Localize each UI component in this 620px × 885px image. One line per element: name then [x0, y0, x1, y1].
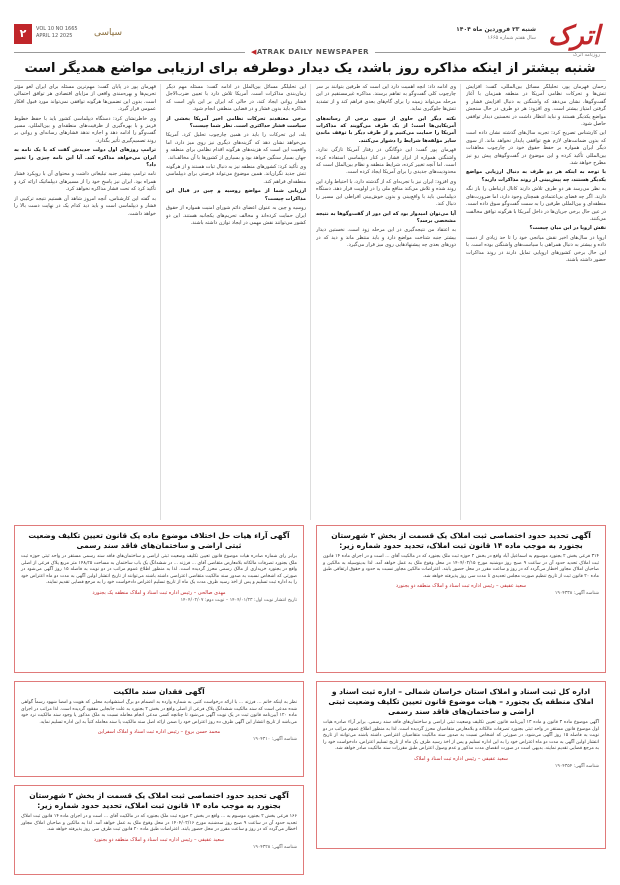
article-question: آیا می‌توان امیدوار بود که این دور از گفت‌وگوها به نتیجه مشخصی برسد؟ — [316, 210, 456, 224]
article-paragraph: وی افزود: ایران نیز با تجربه‌ای که از گذشته دارد، با احتیاط وارد این روند شده و تلاش می‌کند منافع ملی را در اولویت قرار دهد. دستگاه دیپلماسی باید با واقع‌بینی و بدون خوش‌بینی افراطی این مسیر را دنبال کند. — [316, 178, 456, 208]
page-headline: شنبه بیشتر از اینکه مذاکره روز باشد، یک دیدار دوطرفه برای ارزیابی مواضع همدیگر است — [24, 61, 596, 76]
notice-body: نظر به اینکه خانم ... فرزند ... با ارائه درخواست کتبی به شماره وارده به انضمام دو برگ استشهادیه محلی که هویت و امضا شهود رسماً گواهی شده مدعی است که سند مالکیت ششدانگ پلاک فرعی از اصلی واقع در بخش ۲ بجنورد به علت جابجایی مفقود گردیده است. لذا مراتب در اجرای ماده ۱۲۰ آیین‌نامه قانون ثبت در یک نوبت آگهی می‌شود تا چنانچه کسی مدعی انجام معامله نسبت به ملک مذکور یا وجود سند مالکیت نزد خود می‌باشد از تاریخ انتشار این آگهی ظرف ده روز اعتراض خود را ضمن ارائه اصل سند مالکیت یا سند معامله کتباً به این اداره تسلیم نماید. — [21, 700, 297, 725]
article-question: برخی معتقدند تحرکات نظامی اخیر آمریکا بخشی از سیاست فشار حداکثری است. نظر شما چیست؟ — [166, 115, 306, 130]
column-divider — [160, 84, 161, 520]
article-question: با توجه به اینکه هر دو طرف به دنبال ارزیابی مواضع یکدیگر هستند، چه پیش‌بینی از روند مذاکرات دارید؟ — [466, 169, 606, 183]
legal-notices — [14, 525, 606, 875]
article-paragraph: رحمان قهرمان پور، تحلیلگر مسائل بین‌المللی، گفت: افزایش تنش‌ها و تحرکات نظامی آمریکا در منطقه همزمان با آغاز گفت‌وگوها، نشان می‌دهد که واشنگتن به دنبال افزایش فشار و گرفتن امتیاز بیشتر است. وی افزود: هر دو طرف در حال سنجش مواضع یکدیگر هستند و نباید انتظار داشت در نخستین دیدار توافقی حاصل شود. — [466, 84, 606, 128]
article-paragraph: بله، این تحرکات را باید در همین چارچوب تحلیل کرد. آمریکا می‌خواهد نشان دهد که گزینه‌های دیگری نیز روی میز دارد، اما واقعیت این است که هزینه‌های هرگونه اقدام نظامی برای منطقه و جهان بسیار سنگین خواهد بود و بسیاری از کشورها با آن مخالف‌اند. — [166, 132, 306, 161]
article-paragraph: وی تأکید کرد: کشورهای منطقه نیز به دنبال ثبات هستند و از هرگونه تنش جدید نگران‌اند. همین موضوع می‌تواند فرصتی برای دیپلماسی منطقه‌ای فراهم کند. — [166, 164, 306, 185]
article-column-2 — [316, 84, 456, 520]
headline-divider — [14, 80, 606, 81]
arrow-icon: ◀ — [250, 48, 257, 56]
notice-box — [316, 681, 606, 849]
notice-footer: شناسه آگهی: ۱۹۰۴۳۳۸ — [554, 591, 599, 596]
notice-signature: سعید عقیقی – رئیس اداره ثبت اسناد و املاک منطقه دو بجنورد — [93, 836, 225, 843]
notice-title: آگهی تحدید حدود اختصاصی ثبت املاک یک قسمت از بخش ۲ شهرستان بجنورد به موجب ماده ۱۴ قانون ثبت املاک، تحدید حدود شماره زیر: — [29, 791, 289, 810]
article-paragraph: این کارشناس تصریح کرد: تجربه سال‌های گذشته نشان داده است که بدون ضمانت‌های لازم هیچ توافقی پایدار نخواهد ماند. از سوی دیگر ایران همواره بر حفظ حقوق خود در چارچوب معاهدات بین‌المللی تأکید کرده و این موضوع در گفت‌وگوهای پیش رو نیز مطرح خواهد شد. — [466, 130, 606, 167]
brand-bar — [14, 48, 606, 57]
notice-title: آگهی فقدان سند مالکیت — [113, 687, 205, 696]
issue-date: شنبه ۲۳ فروردین ماه ۱۴۰۴ — [456, 26, 536, 33]
article-column-4 — [14, 84, 156, 520]
notice-body: آگهی موضوع ماده ۳ قانون و ماده ۱۳ آیین‌نامه قانون تعیین تکلیف وضعیت ثبتی اراضی و ساختمان‌های فاقد سند رسمی. برابر آراء صادره هیات اول موضوع قانون مستقر در واحد ثبتی بجنورد تصرفات مالکانه و بلامعارض متقاضیان محرز گردیده است. لذا به منظور اطلاع عموم مراتب در دو نوبت به فاصله ۱۵ روز آگهی می‌شود. در صورتی که اشخاص نسبت به صدور سند مالکیت متقاضیان اعتراضی داشته باشند می‌توانند از تاریخ انتشار اولین آگهی به مدت دو ماه اعتراض خود را به این اداره تسلیم و پس از اخذ رسید ظرف یک ماه از تاریخ تسلیم اعتراض، دادخواست خود را به مرجع قضایی تقدیم نمایند. بدیهی است در صورت انقضای مدت مذکور و عدم وصول اعتراض طبق مقررات سند مالکیت صادر خواهد شد. — [323, 720, 599, 751]
notice-box — [14, 525, 304, 673]
notice-footer: شناسه آگهی: ۱۹۰۴۳۵۴ — [554, 763, 599, 769]
article-paragraph: وی خاطرنشان کرد: دستگاه دیپلماسی کشور باید با حفظ خطوط قرمز و با بهره‌گیری از ظرفیت‌های منطقه‌ای و بین‌المللی، مسیر گفت‌وگو را ادامه دهد و اجازه ندهد فشارهای رسانه‌ای و روانی بر روند تصمیم‌گیری تأثیر بگذارد. — [14, 115, 156, 144]
article-question: ارزیابی شما از مواضع روسیه و چین در قبال این مذاکرات چیست؟ — [166, 188, 306, 202]
column-divider — [460, 84, 461, 520]
volume-info — [36, 26, 78, 40]
article-column-3 — [166, 84, 306, 520]
volume-date: APRIL 12 2025 — [36, 33, 73, 39]
article-paragraph: به گفته این کارشناس، آنچه امروز شاهد آن هستیم نتیجه ترکیبی از فشار و دیپلماسی است و باید دید کدام یک در نهایت دست بالا را خواهد داشت. — [14, 195, 156, 217]
article-paragraph: وی ادامه داد: آنچه اهمیت دارد این است که طرفین بتوانند بر سر چارچوب کلی گفت‌وگو به تفاهم برسند. مذاکره غیرمستقیم در این مرحله می‌تواند زمینه را برای گام‌های بعدی فراهم کند و از تشدید تنش‌ها جلوگیری نماید. — [316, 84, 456, 113]
notice-body: ۳۱۴ فرعی بخش ۲ بجنورد موسوم به اسماعیل آباد واقع در بخش ۲ حوزه ثبت ملک بجنورد که در مالکیت آقای ... است و در اجرای ماده ۱۴ قانون ثبت املاک تحدید حدود آن در ساعت ۹ صبح روز دوشنبه مورخ ۱۴۰۴/۰۲/۱۵ در محل وقوع ملک به عمل خواهد آمد. لذا بدینوسیله به مالکین و صاحبان املاک مجاور اخطار می‌گردد که در روز و ساعت مقرر در محل حضور یابند. اعتراضات مالکین مجاور نسبت به حدود و حقوق ارتفاقی طبق ماده ۲۰ قانون ثبت از تاریخ تنظیم صورت مجلس تحدیدی تا مدت سی روز پذیرفته خواهد شد. — [323, 554, 600, 579]
article-paragraph: اروپا در سال‌های اخیر نقش میانجی خود را تا حد زیادی از دست داده و بیشتر به دنبال همراهی با سیاست‌های واشنگتن بوده است. با این حال برخی کشورهای اروپایی تمایل دارند در روند مذاکرات حضور داشته باشند. — [466, 234, 606, 263]
article-question: نقش اروپا در این میان چیست؟ — [529, 225, 606, 232]
article-paragraph: به نظر می‌رسد هر دو طرف تلاش دارند کانال ارتباطی را باز نگه دارند. اگر چه فضای بی‌اعتمادی همچنان وجود دارد، اما ضرورت‌های منطقه‌ای و بین‌المللی طرفین را به سمت گفت‌وگو سوق داده است. در عین حال برخی جریان‌ها در داخل آمریکا با هرگونه توافق مخالفت می‌کنند. — [466, 186, 606, 222]
brand-name — [245, 48, 375, 56]
notice-box — [316, 525, 606, 673]
notice-footer: شناسه آگهی: ۱۹۰۴۳۱۰ — [252, 737, 297, 742]
notice-signature: محمد حسن بروغ – رئیس اداره ثبت اسناد و املاک اسفراین — [97, 729, 221, 735]
issue-number: سال هفتم شماره ۱۶۶۵ — [487, 35, 536, 41]
notice-signature: سعید عقیقی – رئیس اداره ثبت اسناد و املاک — [414, 755, 508, 762]
article-question: نکته دیگر این حاوی از سوی برخی از رسانه‌های آمریکایی‌ها است؛ از یک طرف می‌گویند که مذاکرات آمریکا را حمایت می‌کنیم و از طرف دیگر با توقف ماندن سایر مؤلفه‌ها شرایط را دشوار می‌کنند. — [316, 115, 456, 144]
issue-date-block — [456, 26, 536, 41]
page-number: ۲ — [14, 24, 32, 44]
masthead — [14, 16, 606, 66]
article-paragraph: این تحلیلگر مسائل بین‌الملل در ادامه گفت: مسئله مهم دیگر زمان‌بندی مذاکرات است. آمریکا تلاش دارد با تعیین ضرب‌الاجل فشار روانی ایجاد کند، در حالی که ایران بر این باور است که مذاکره باید بدون فشار و در فضایی منطقی انجام شود. — [166, 84, 306, 113]
section-label: سیاسی — [94, 28, 123, 38]
article-paragraph: قهرمان پور در پایان گفت: مهم‌ترین مسئله برای ایران لغو مؤثر تحریم‌ها و بهره‌مندی واقعی از مزایای اقتصادی هر توافق احتمالی است. بدون این تضمین‌ها هرگونه توافقی نمی‌تواند مورد قبول افکار عمومی قرار گیرد. — [14, 84, 156, 113]
notice-footer: شناسه آگهی: ۱۹۰۴۳۲۸ — [252, 844, 297, 850]
newspaper-logo: اترک — [547, 21, 601, 51]
notice-title: اداره کل ثبت اسناد و املاک استان خراسان شمالی – اداره ثبت اسناد و املاک منطقه یک بجنورد – هیات موضوع قانون تعیین تکلیف وضعیت ثبتی اراضی و ساختمان‌های فاقد سند رسمی — [328, 687, 594, 716]
article-paragraph: قهرمان پور گفت: این دوگانگی در رفتار آمریکا تازگی ندارد. واشنگتن همواره از ابزار فشار در کنار دیپلماسی استفاده کرده است. اما آنچه تغییر کرده، شرایط منطقه و نظام بین‌الملل است که محدودیت‌های جدیدی را برای آمریکا ایجاد کرده است. — [316, 147, 456, 176]
notice-box — [14, 681, 304, 777]
article-paragraph: روسیه و چین به عنوان اعضای دائم شورای امنیت همواره از حقوق ایران حمایت کرده‌اند و مخالف تحریم‌های یکجانبه هستند. این دو کشور می‌توانند نقش مهمی در ایجاد توازن داشته باشند. — [166, 205, 306, 226]
logo-subtitle: روزنامه اترک — [572, 52, 600, 58]
notice-body: ۱۶۶ فرعی بخش ۲ بجنورد موسوم به ... واقع در بخش ۲ حوزه ثبت ملک بجنورد که در مالکیت آقای ... است و در اجرای ماده ۱۴ قانون ثبت املاک تحدید حدود آن در ساعت ۹ صبح روز سه‌شنبه مورخ ۱۴۰۴/۰۲/۱۶ در محل وقوع ملک به عمل خواهد آمد. لذا به مالکین و صاحبان املاک مجاور اخطار می‌گردد که در روز و ساعت مقرر در محل حضور یابند. اعتراضات طبق ماده ۲۰ قانون ثبت ظرف سی روز پذیرفته خواهد شد. — [21, 814, 298, 832]
notice-body: برابر رای شماره صادره هیات موضوع قانون تعیین تکلیف وضعیت ثبتی اراضی و ساختمان‌های فاقد سند رسمی مستقر در واحد ثبتی حوزه ثبت ملک بجنورد تصرفات مالکانه بلامعارض متقاضی آقای ... فرزند ... در ششدانگ یک باب ساختمان به مساحت ۱۴۸٫۲۵ متر مربع پلاک فرعی از اصلی واقع در بجنورد خریداری از مالک رسمی محرز گردیده است. لذا به منظور اطلاع عموم مراتب در دو نوبت به فاصله ۱۵ روز آگهی می‌شود در صورتی که اشخاص نسبت به صدور سند مالکیت متقاضی اعتراضی داشته باشند می‌توانند از تاریخ انتشار اولین آگهی به مدت دو ماه اعتراض خود را به اداره ثبت تسلیم و پس از اخذ رسید ظرف مدت یک ماه از تاریخ تسلیم اعتراض دادخواست خود را به مرجع قضایی تقدیم نمایند. — [21, 554, 298, 585]
volume-line: VOL 10 NO 1665 — [36, 26, 78, 32]
article-column-1 — [466, 84, 606, 520]
article-paragraph: نامه ترامپ بیشتر جنبه تبلیغاتی داشت و محتوای آن با رویکرد فشار همراه بود. ایران نیز پاسخ خود را از مسیرهای دیپلماتیک ارائه کرد و تأکید کرد که تحت فشار مذاکره نخواهد کرد. — [14, 171, 156, 193]
notice-title: آگهی تحدید حدود اختصاصی ثبت املاک یک قسمت از بخش ۲ شهرستان بجنورد به موجب ماده ۱۴ قانون ثبت املاک، تحدید حدود شماره زیر: — [331, 531, 591, 550]
notice-signature: مهدی صالحی – رئیس اداره ثبت اسناد و املاک منطقه یک بجنورد — [92, 589, 226, 596]
notice-title: آگهی آراء هیات حل اختلاف موضوع ماده یک قانون تعیین تکلیف وضعیت ثبتی اراضی و ساختمان‌های فاقد سند رسمی — [28, 531, 290, 550]
main-article — [14, 84, 606, 520]
article-question: ترامپ روزهای اول دولت جدیدش گفت که با یک نامه به ایران می‌خواهد مذاکره کند. آیا این نامه چیزی را تغییر داد؟ — [14, 147, 156, 169]
brand-text: ATRAK DAILY NEWSPAPER — [256, 48, 370, 56]
notice-signature: سعید عقیقی – رئیس اداره ثبت اسناد و املاک منطقه دو بجنورد — [395, 583, 527, 589]
article-paragraph: به اعتقاد من نتیجه‌گیری در این مرحله زود است. نخستین دیدار بیشتر جنبه شناخت مواضع دارد و باید منتظر ماند و دید که در دورهای بعدی چه پیشنهادهایی روی میز قرار می‌گیرد. — [316, 227, 456, 249]
notice-box — [14, 785, 304, 875]
column-divider — [310, 84, 311, 520]
notice-footer: تاریخ انتشار نوبت اول: ۱۴۰۴/۰۱/۲۳ – نوبت دوم: ۱۴۰۴/۰۲/۰۷ — [180, 597, 297, 603]
